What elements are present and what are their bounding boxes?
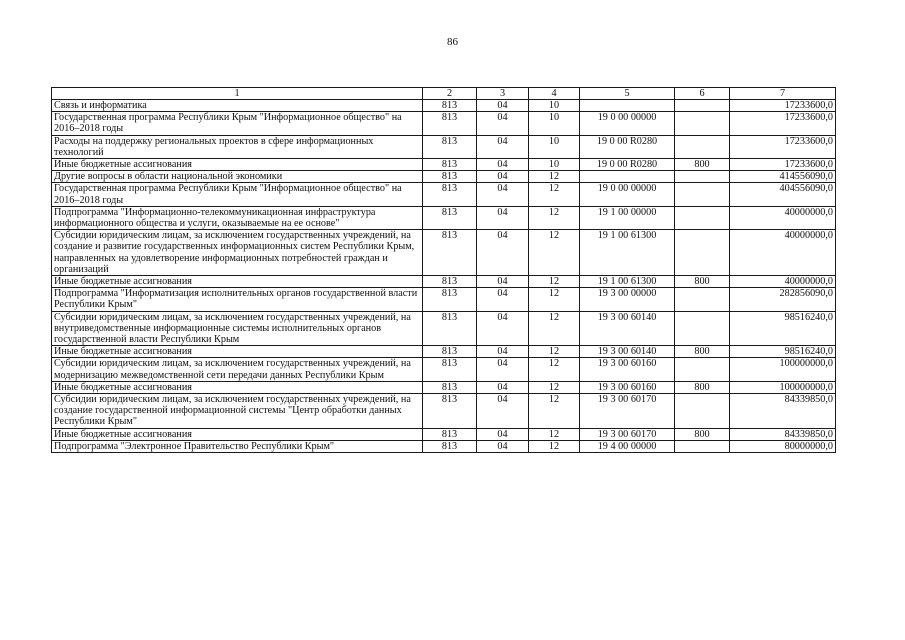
cell-expense-type: 800 — [675, 381, 730, 393]
cell-subsection: 12 — [529, 230, 580, 276]
cell-subsection: 12 — [529, 171, 580, 183]
cell-grbs: 813 — [423, 311, 477, 346]
cell-section: 04 — [477, 288, 529, 311]
cell-name: Субсидии юридическим лицам, за исключением государственных учреждений, на создание государственной информационной системы "Центр обработки данных Республики Крым" — [52, 394, 423, 429]
cell-expense-type — [675, 135, 730, 158]
cell-expense-type — [675, 100, 730, 112]
cell-expense-type — [675, 440, 730, 452]
cell-section: 04 — [477, 428, 529, 440]
cell-target-article: 19 1 00 61300 — [580, 276, 675, 288]
table-row — [52, 100, 836, 112]
cell-subsection: 10 — [529, 159, 580, 171]
cell-amount: 414556090,0 — [730, 171, 836, 183]
cell-section: 04 — [477, 171, 529, 183]
header-col-grbs: 2 — [423, 88, 477, 100]
cell-amount: 282856090,0 — [730, 288, 836, 311]
cell-section: 04 — [477, 381, 529, 393]
cell-target-article: 19 3 00 60160 — [580, 358, 675, 381]
cell-name: Субсидии юридическим лицам, за исключением государственных учреждений, на внутриведомственные информационные системы исполнительных органов государственной власти Республики Крым — [52, 311, 423, 346]
cell-target-article: 19 0 00 00000 — [580, 112, 675, 135]
cell-subsection: 12 — [529, 440, 580, 452]
cell-section: 04 — [477, 346, 529, 358]
cell-grbs: 813 — [423, 358, 477, 381]
cell-name: Связь и информатика — [52, 100, 423, 112]
table-row — [52, 288, 836, 311]
header-row — [52, 88, 836, 100]
cell-subsection: 10 — [529, 100, 580, 112]
table-row — [52, 135, 836, 158]
cell-amount: 40000000,0 — [730, 230, 836, 276]
cell-grbs: 813 — [423, 112, 477, 135]
cell-section: 04 — [477, 183, 529, 206]
table-row — [52, 428, 836, 440]
cell-name: Государственная программа Республики Крым "Информационное общество" на 2016–2018 годы — [52, 112, 423, 135]
table-row — [52, 230, 836, 276]
header-col-section: 3 — [477, 88, 529, 100]
cell-grbs: 813 — [423, 183, 477, 206]
cell-amount: 100000000,0 — [730, 381, 836, 393]
cell-expense-type: 800 — [675, 346, 730, 358]
table-row — [52, 346, 836, 358]
cell-name: Субсидии юридическим лицам, за исключением государственных учреждений, на модернизацию межведомственной сети передачи данных Республики Крым — [52, 358, 423, 381]
cell-section: 04 — [477, 394, 529, 429]
cell-expense-type — [675, 206, 730, 229]
cell-expense-type — [675, 112, 730, 135]
cell-subsection: 12 — [529, 183, 580, 206]
cell-target-article: 19 4 00 00000 — [580, 440, 675, 452]
table-row — [52, 311, 836, 346]
cell-section: 04 — [477, 276, 529, 288]
cell-section: 04 — [477, 159, 529, 171]
cell-target-article: 19 3 00 60170 — [580, 428, 675, 440]
table-row — [52, 394, 836, 429]
cell-grbs: 813 — [423, 346, 477, 358]
cell-amount: 17233600,0 — [730, 100, 836, 112]
cell-expense-type: 800 — [675, 276, 730, 288]
cell-name: Подпрограмма "Информационно-телекоммуникационная инфраструктура информационного общества и услуги, оказываемые на ее основе" — [52, 206, 423, 229]
cell-grbs: 813 — [423, 230, 477, 276]
cell-name: Иные бюджетные ассигнования — [52, 159, 423, 171]
cell-name: Государственная программа Республики Крым "Информационное общество" на 2016–2018 годы — [52, 183, 423, 206]
cell-expense-type: 800 — [675, 428, 730, 440]
cell-grbs: 813 — [423, 288, 477, 311]
budget-table — [51, 87, 836, 453]
cell-amount: 40000000,0 — [730, 276, 836, 288]
cell-grbs: 813 — [423, 100, 477, 112]
cell-grbs: 813 — [423, 428, 477, 440]
cell-subsection: 12 — [529, 288, 580, 311]
cell-amount: 17233600,0 — [730, 112, 836, 135]
header-col-subsection: 4 — [529, 88, 580, 100]
cell-amount: 100000000,0 — [730, 358, 836, 381]
cell-name: Иные бюджетные ассигнования — [52, 381, 423, 393]
cell-grbs: 813 — [423, 171, 477, 183]
cell-section: 04 — [477, 311, 529, 346]
cell-expense-type: 800 — [675, 159, 730, 171]
cell-expense-type — [675, 311, 730, 346]
cell-section: 04 — [477, 206, 529, 229]
cell-section: 04 — [477, 135, 529, 158]
cell-target-article — [580, 171, 675, 183]
cell-amount: 17233600,0 — [730, 135, 836, 158]
cell-subsection: 10 — [529, 135, 580, 158]
cell-amount: 84339850,0 — [730, 428, 836, 440]
table-row — [52, 358, 836, 381]
table-row — [52, 112, 836, 135]
cell-expense-type — [675, 183, 730, 206]
cell-subsection: 12 — [529, 276, 580, 288]
cell-expense-type — [675, 358, 730, 381]
table-row — [52, 276, 836, 288]
cell-target-article: 19 1 00 00000 — [580, 206, 675, 229]
cell-subsection: 12 — [529, 311, 580, 346]
cell-grbs: 813 — [423, 159, 477, 171]
cell-section: 04 — [477, 230, 529, 276]
cell-name: Субсидии юридическим лицам, за исключением государственных учреждений, на создание и развитие государственных информационных систем Республики Крым, направленных на удовлетворение информационных потребностей граждан и организаций — [52, 230, 423, 276]
cell-expense-type — [675, 171, 730, 183]
cell-target-article: 19 0 00 R0280 — [580, 159, 675, 171]
cell-expense-type — [675, 230, 730, 276]
cell-amount: 404556090,0 — [730, 183, 836, 206]
cell-grbs: 813 — [423, 381, 477, 393]
table-row — [52, 440, 836, 452]
cell-section: 04 — [477, 112, 529, 135]
cell-grbs: 813 — [423, 394, 477, 429]
page-number: 86 — [447, 36, 458, 48]
cell-subsection: 12 — [529, 428, 580, 440]
cell-subsection: 12 — [529, 346, 580, 358]
cell-amount: 98516240,0 — [730, 311, 836, 346]
table-row — [52, 381, 836, 393]
cell-name: Другие вопросы в области национальной экономики — [52, 171, 423, 183]
table-row — [52, 206, 836, 229]
cell-target-article — [580, 100, 675, 112]
cell-subsection: 12 — [529, 381, 580, 393]
cell-amount: 80000000,0 — [730, 440, 836, 452]
header-col-target-article: 5 — [580, 88, 675, 100]
table-header — [52, 88, 836, 100]
cell-amount: 98516240,0 — [730, 346, 836, 358]
header-col-expense-type: 6 — [675, 88, 730, 100]
header-col-amount: 7 — [730, 88, 836, 100]
header-col-name: 1 — [52, 88, 423, 100]
cell-name: Подпрограмма "Электронное Правительство Республики Крым" — [52, 440, 423, 452]
cell-subsection: 10 — [529, 112, 580, 135]
cell-expense-type — [675, 394, 730, 429]
cell-name: Иные бюджетные ассигнования — [52, 276, 423, 288]
cell-target-article: 19 3 00 00000 — [580, 288, 675, 311]
cell-target-article: 19 3 00 60160 — [580, 381, 675, 393]
cell-target-article: 19 0 00 00000 — [580, 183, 675, 206]
cell-grbs: 813 — [423, 276, 477, 288]
cell-section: 04 — [477, 100, 529, 112]
cell-expense-type — [675, 288, 730, 311]
cell-grbs: 813 — [423, 135, 477, 158]
table-row — [52, 171, 836, 183]
cell-section: 04 — [477, 440, 529, 452]
cell-amount: 40000000,0 — [730, 206, 836, 229]
cell-target-article: 19 3 00 60140 — [580, 346, 675, 358]
cell-name: Расходы на поддержку региональных проектов в сфере информационных технологий — [52, 135, 423, 158]
table-row — [52, 183, 836, 206]
cell-target-article: 19 0 00 R0280 — [580, 135, 675, 158]
table-row — [52, 159, 836, 171]
cell-subsection: 12 — [529, 358, 580, 381]
cell-subsection: 12 — [529, 394, 580, 429]
cell-section: 04 — [477, 358, 529, 381]
cell-grbs: 813 — [423, 440, 477, 452]
cell-target-article: 19 1 00 61300 — [580, 230, 675, 276]
table-body — [52, 100, 836, 453]
cell-grbs: 813 — [423, 206, 477, 229]
cell-subsection: 12 — [529, 206, 580, 229]
cell-target-article: 19 3 00 60140 — [580, 311, 675, 346]
cell-amount: 84339850,0 — [730, 394, 836, 429]
cell-name: Подпрограмма "Информатизация исполнительных органов государственной власти Республики Крым" — [52, 288, 423, 311]
cell-target-article: 19 3 00 60170 — [580, 394, 675, 429]
cell-name: Иные бюджетные ассигнования — [52, 346, 423, 358]
cell-amount: 17233600,0 — [730, 159, 836, 171]
cell-name: Иные бюджетные ассигнования — [52, 428, 423, 440]
